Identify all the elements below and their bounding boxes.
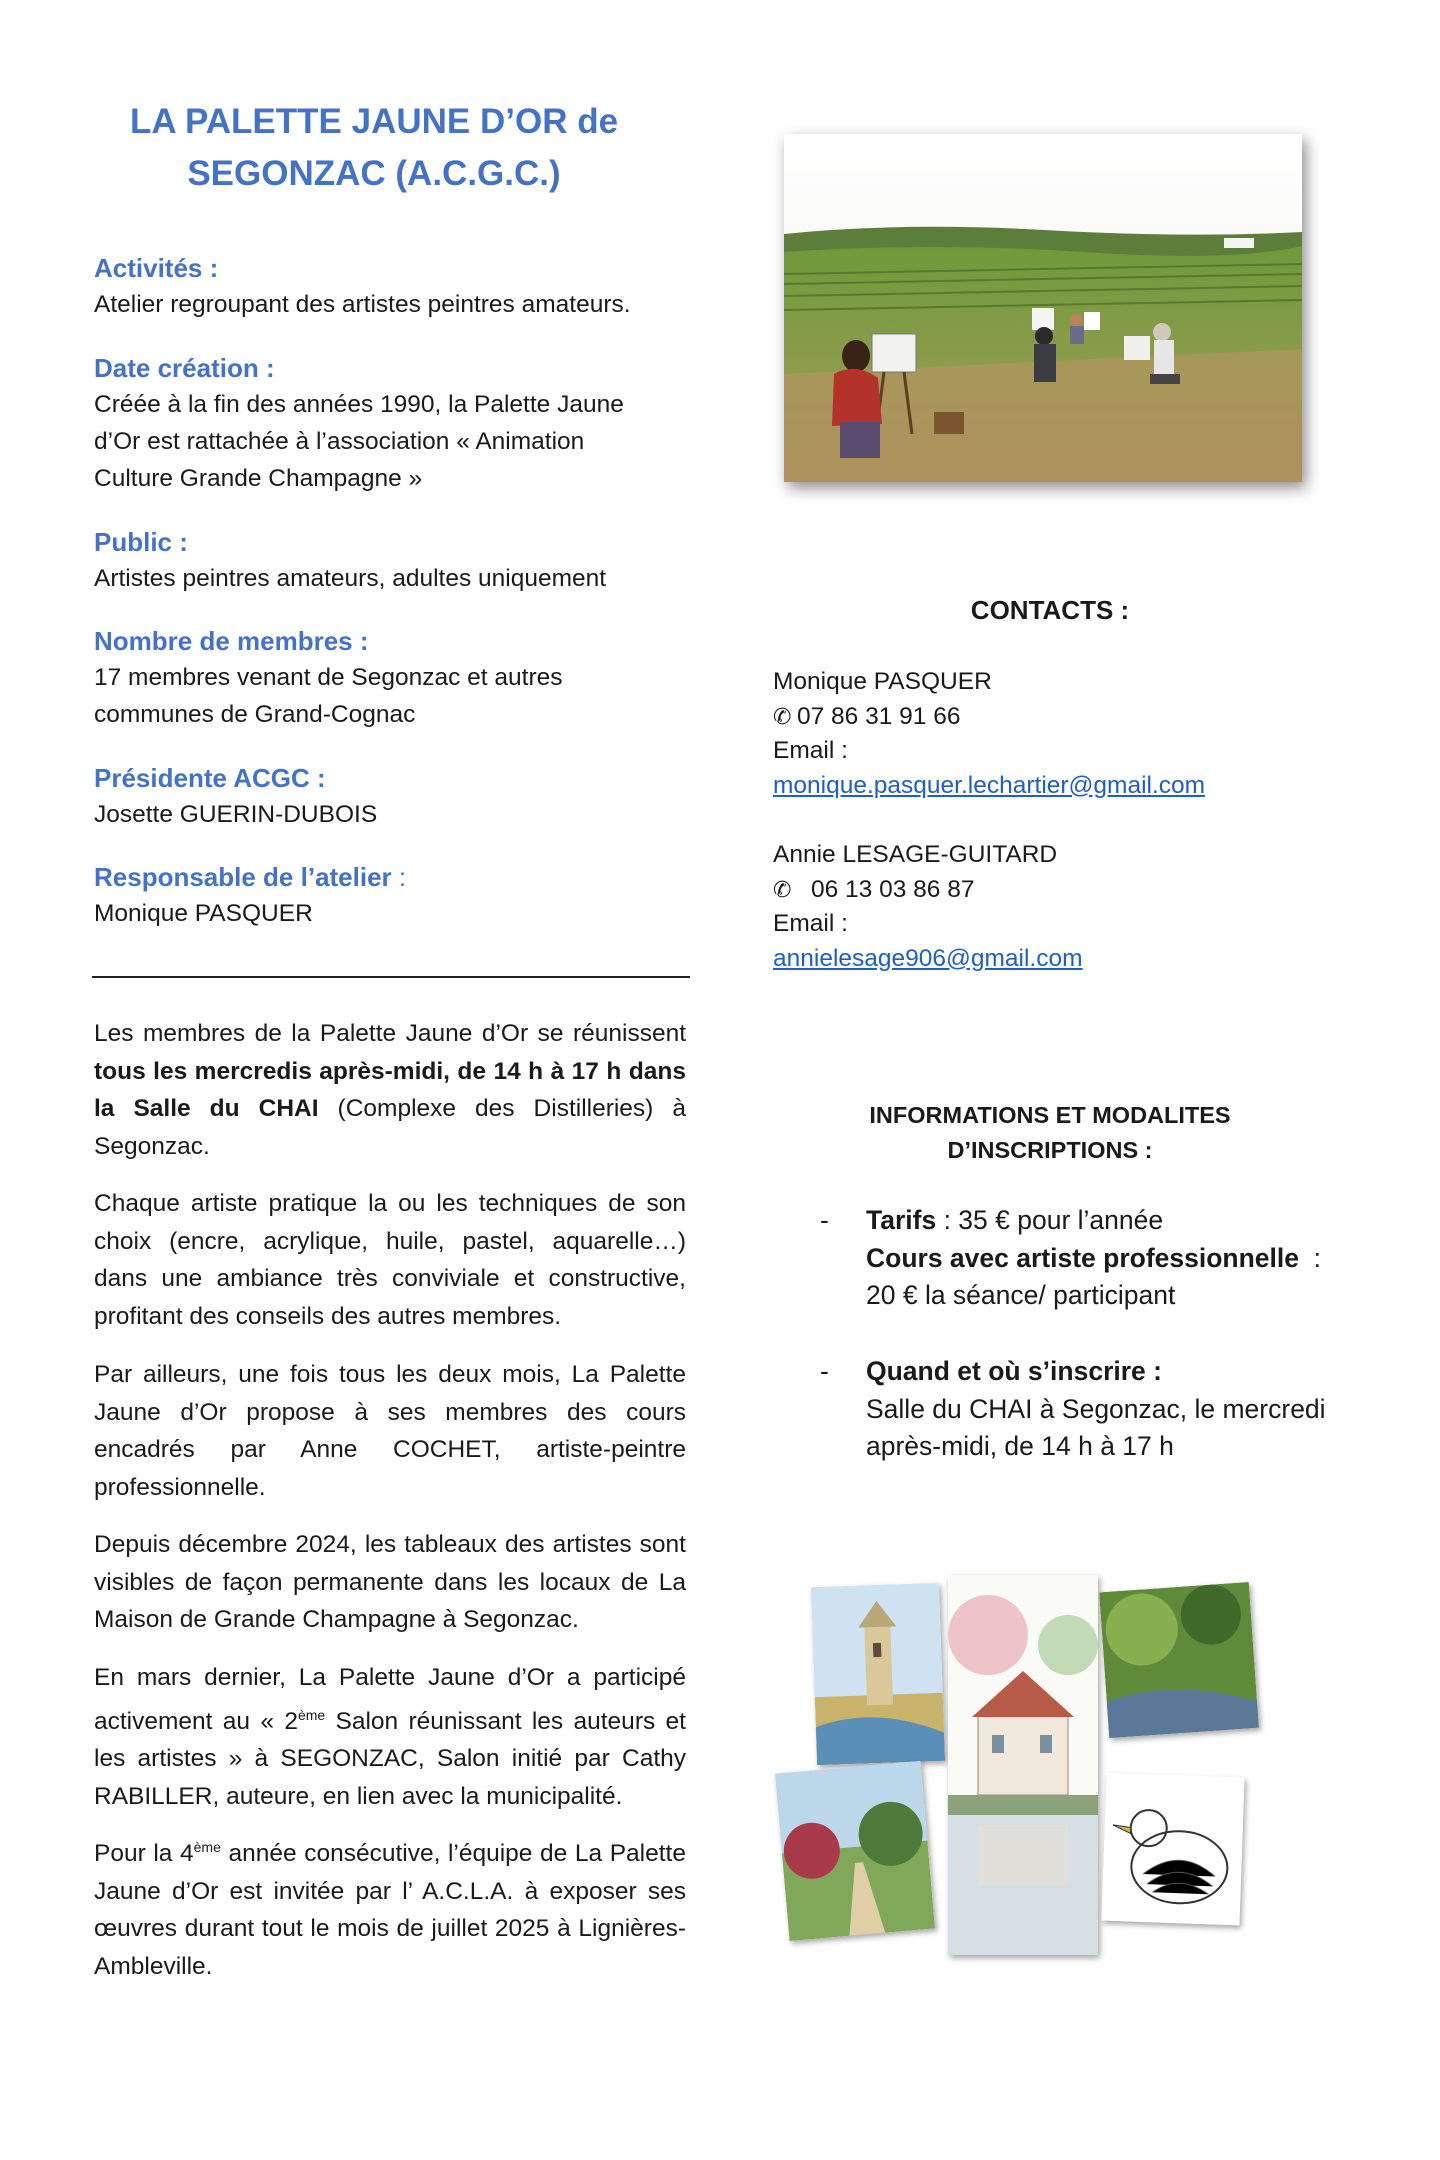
phone-icon: ✆	[773, 703, 792, 729]
heading-responsable-label: Responsable de l’atelier	[94, 862, 392, 892]
p5-start: En mars dernier, La Palette Jaune d’Or a participé activement au « 2	[94, 1664, 686, 1735]
text-responsable: Monique PASQUER	[94, 900, 313, 927]
quand-line-2: après-midi, de 14 h à 17 h	[866, 1431, 1174, 1461]
p5-end: Salon réunissant les auteurs et les artistes » à SEGONZAC, Salon initié par Cathy RABILLER, auteure, en lien avec la municipalité.	[94, 1707, 686, 1810]
text-activites: Atelier regroupant des artistes peintres amateurs.	[94, 291, 631, 318]
p1-start: Les membres de la Palette Jaune d’Or se réunissent	[94, 1020, 686, 1047]
tarifs-text: : 35 € pour l’année	[936, 1205, 1164, 1235]
section-presidente	[94, 760, 684, 833]
heading-membres: Nombre de membres :	[94, 626, 369, 656]
text-membres-1: 17 membres venant de Segonzac et autres	[94, 664, 563, 691]
text-membres-2: communes de Grand-Cognac	[94, 701, 416, 728]
page-title	[94, 96, 654, 200]
p6-start: Pour la 4	[94, 1840, 194, 1868]
contact-2-phone-row	[773, 873, 1083, 908]
p1-end: (Complexe des Distilleries) à Segonzac.	[94, 1095, 686, 1160]
title-line-2: SEGONZAC (A.C.G.C.)	[187, 154, 561, 193]
vineyard-painters-illustration	[784, 134, 1302, 482]
contact-1-email-label: Email :	[773, 737, 848, 764]
contact-1-name: Monique PASQUER	[773, 668, 992, 695]
tarifs-label: Tarifs	[866, 1205, 937, 1235]
text-date-creation-3: Culture Grande Champagne »	[94, 465, 423, 492]
contact-monique	[773, 665, 1205, 803]
p6-end: année consécutive, l’équipe de La Palette Jaune d’Or est invitée par l’ A.C.L.A. à exposer ses œuvres durant tout le mois de juillet 2025 à Lignières-Ambleville.	[94, 1840, 686, 1980]
contact-2-phone: 06 13 03 86 87	[811, 875, 975, 903]
info-heading-line-1: INFORMATIONS ET MODALITES	[869, 1102, 1231, 1128]
title-line-1: LA PALETTE JAUNE D’OR de	[129, 102, 619, 141]
info-heading	[820, 1098, 1280, 1168]
p6-sup: ème	[193, 1839, 221, 1855]
heading-responsable	[94, 859, 684, 895]
info-heading-line-2: D’INSCRIPTIONS :	[947, 1137, 1153, 1163]
paragraph-1	[94, 1015, 686, 1165]
text-date-creation-1: Créée à la fin des années 1990, la Palette Jaune	[94, 391, 624, 418]
heading-activites: Activités :	[94, 253, 219, 283]
cours-label: Cours avec artiste professionnelle	[866, 1242, 1299, 1273]
paragraph-6	[94, 1829, 686, 1985]
p1-bold: tous les mercredis après-midi, de 14 h à 17 h dans la Salle du CHAI	[94, 1057, 686, 1122]
painting-garden-path	[775, 1761, 935, 1941]
bullet-dash: -	[820, 1356, 829, 1386]
contact-1-email-link[interactable]: monique.pasquer.lechartier@gmail.com	[773, 771, 1206, 799]
heading-date-creation: Date création :	[94, 353, 275, 383]
section-date-creation	[94, 350, 684, 497]
vineyard-painters-photo	[784, 134, 1302, 482]
text-public: Artistes peintres amateurs, adultes uniquement	[94, 565, 607, 592]
paintings-collage	[776, 1575, 1296, 1965]
info-item-inscription-text	[866, 1353, 1346, 1466]
contact-2-email-label: Email :	[773, 910, 848, 937]
quand-line-1: Salle du CHAI à Segonzac, le mercredi	[866, 1393, 1326, 1424]
section-membres	[94, 623, 684, 733]
paragraph-5	[94, 1659, 686, 1815]
section-responsable	[94, 859, 684, 932]
quand-label: Quand et où s’inscrire :	[866, 1356, 1162, 1386]
paragraph-3: Par ailleurs, une fois tous les deux mois, La Palette Jaune d’Or propose à ses membres des cours encadrés par Anne COCHET, artiste-peintre professionnelle.	[94, 1361, 686, 1501]
paragraph-2: Chaque artiste pratique la ou les techniques de son choix (encre, acrylique, huile, pastel, aquarelle…) dans une ambiance très conviviale et constructive, profitant des conseils des autres membres.	[94, 1190, 686, 1330]
text-date-creation-2: d’Or est rattachée à l’association « Animation	[94, 428, 585, 455]
heading-presidente: Présidente ACGC :	[94, 763, 326, 793]
section-activites	[94, 250, 684, 323]
painting-manor-reflection	[948, 1575, 1098, 1955]
phone-icon: ✆	[773, 876, 792, 902]
paragraph-4: Depuis décembre 2024, les tableaux des artistes sont visibles de façon permanente dans les locaux de La Maison de Grande Champagne à Segonzac.	[94, 1531, 686, 1633]
painting-watchtower	[811, 1583, 945, 1765]
contact-1-phone-row	[773, 700, 1205, 735]
p5-sup: ème	[297, 1706, 326, 1723]
section-divider	[92, 976, 690, 978]
painting-forest-stream	[1099, 1582, 1259, 1738]
info-item-tarifs-text	[866, 1202, 1346, 1315]
cours-text: :	[1313, 1242, 1321, 1273]
contacts-heading: CONTACTS :	[970, 595, 1130, 625]
contact-2-email-link[interactable]: annielesage906@gmail.com	[773, 944, 1083, 972]
contact-2-name: Annie LESAGE-GUITARD	[773, 841, 1058, 868]
contact-annie	[773, 838, 1083, 976]
painting-duck-drawing	[1101, 1773, 1244, 1926]
heading-public: Public :	[94, 527, 188, 557]
contact-1-phone: 07 86 31 91 66	[797, 702, 961, 730]
heading-responsable-colon: :	[391, 862, 407, 892]
cours-price: 20 € la séance/ participant	[866, 1280, 1176, 1310]
section-public	[94, 524, 684, 597]
bullet-dash: -	[820, 1205, 829, 1235]
text-presidente: Josette GUERIN-DUBOIS	[94, 801, 378, 828]
